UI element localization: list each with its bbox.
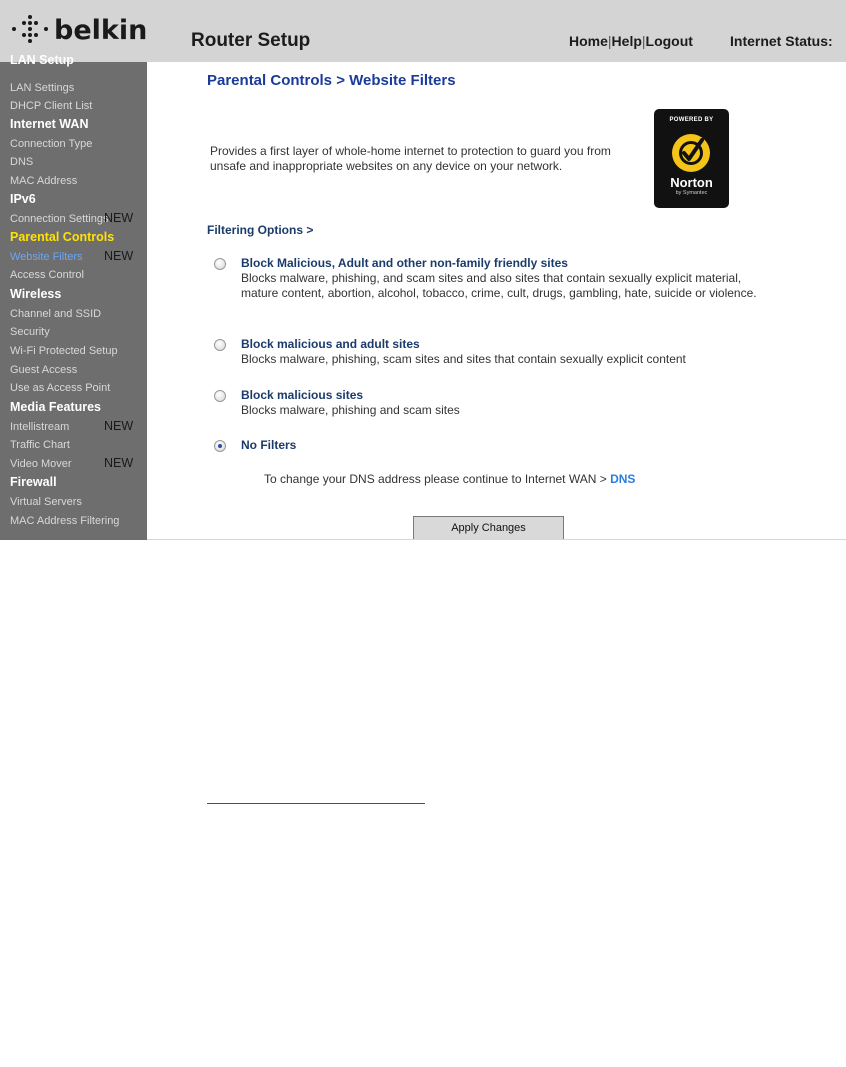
new-badge: NEW (104, 249, 134, 263)
logo-text: belkin (54, 14, 148, 46)
new-badge: NEW (104, 419, 134, 433)
dns-note-text: To change your DNS address please continue to Internet WAN > (264, 472, 611, 486)
sidebar-item-dns[interactable]: DNS (10, 156, 34, 168)
internet-status-label: Internet Status: (730, 33, 833, 49)
sidebar-item-website-filters[interactable]: Website Filters (10, 251, 83, 263)
sidebar-item-guest-access[interactable]: Guest Access (10, 364, 78, 376)
norton-badge (654, 109, 729, 208)
intro-text: Provides a first layer of whole-home internet to protection to guard you from unsafe and inappropriate websites on any device on your network. (210, 144, 611, 173)
sidebar-item-lan-settings[interactable]: LAN Settings (10, 82, 75, 94)
section-heading: Parental Controls > Website Filters (207, 72, 456, 89)
help-link[interactable]: Help (611, 33, 642, 49)
sidebar-item-traffic-chart[interactable]: Traffic Chart (10, 439, 70, 451)
filter-radio-family[interactable] (214, 258, 226, 270)
new-badge: NEW (104, 456, 134, 470)
filter-radio-no-filters[interactable] (214, 440, 226, 452)
filter-option-title[interactable]: No Filters (241, 438, 297, 452)
filter-option-title[interactable]: Block Malicious, Adult and other non-family friendly sites (241, 256, 568, 270)
sidebar-item-intellistream[interactable]: Intellistream (10, 421, 70, 433)
dns-link[interactable]: DNS (610, 472, 636, 486)
page-title: Router Setup (191, 30, 311, 51)
dns-note (264, 472, 635, 486)
sidebar-item-use-as-access-point[interactable]: Use as Access Point (10, 382, 111, 394)
sidebar-section-wireless: Wireless (10, 287, 62, 301)
sidebar-nav (0, 53, 147, 540)
sidebar-item-channel-and-ssid[interactable]: Channel and SSID (10, 308, 102, 320)
belkin-logo[interactable] (8, 10, 147, 52)
sidebar-item-wifi-protected-setup[interactable]: Wi-Fi Protected Setup (10, 345, 118, 357)
sidebar-section-lan-setup: LAN Setup (10, 53, 74, 67)
sidebar-item-mac-address[interactable]: MAC Address (10, 175, 78, 187)
filter-radio-malicious[interactable] (214, 390, 226, 402)
sidebar-section-internet-wan: Internet WAN (10, 117, 89, 131)
norton-checkmark-icon (672, 134, 710, 172)
sidebar-section-firewall: Firewall (10, 475, 57, 489)
sidebar-item-mac-address-filtering[interactable]: MAC Address Filtering (10, 515, 120, 527)
page-divider (147, 539, 846, 540)
filter-option-description: Blocks malware, phishing, and scam sites and also sites that contain sexually explicit material, mature content, abortion, alcohol, tobacco, crime, cult, drugs, gambling, hate, suicide or violence. (241, 271, 757, 300)
norton-name: Norton (670, 175, 713, 190)
apply-changes-button[interactable]: Apply Changes (413, 516, 564, 539)
sidebar-item-virtual-servers[interactable]: Virtual Servers (10, 496, 82, 508)
filter-radio-adult[interactable] (214, 339, 226, 351)
sidebar-section-ipv6: IPv6 (10, 192, 36, 206)
home-link[interactable]: Home (569, 33, 608, 49)
sidebar-item-security[interactable]: Security (10, 326, 50, 338)
norton-powered-by: POWERED BY (669, 117, 714, 123)
link-separator: | (607, 33, 612, 49)
link-separator: | (641, 33, 646, 49)
footnote-rule (207, 803, 425, 804)
norton-subtitle: by Symantec (675, 190, 708, 196)
sidebar-item-dhcp-client-list[interactable]: DHCP Client List (10, 100, 93, 112)
filtering-options-heading: Filtering Options > (207, 223, 314, 237)
filter-option-description: Blocks malware, phishing, scam sites and sites that contain sexually explicit content (241, 352, 686, 366)
sidebar-section-parental-controls[interactable]: Parental Controls (10, 230, 115, 244)
filter-option-title[interactable]: Block malicious sites (241, 388, 364, 402)
sidebar-item-connection-settings[interactable]: Connection Settings (10, 213, 109, 225)
filter-option-description: Blocks malware, phishing and scam sites (241, 403, 460, 417)
sidebar-item-video-mover[interactable]: Video Mover (10, 458, 72, 470)
sidebar-item-access-control[interactable]: Access Control (10, 269, 84, 281)
top-links (569, 33, 693, 49)
sidebar-item-connection-type[interactable]: Connection Type (10, 138, 93, 150)
new-badge: NEW (104, 211, 134, 225)
belkin-dots-icon (8, 10, 52, 52)
filter-option-title[interactable]: Block malicious and adult sites (241, 337, 420, 351)
sidebar-section-media-features: Media Features (10, 400, 102, 414)
logout-link[interactable]: Logout (645, 33, 693, 49)
